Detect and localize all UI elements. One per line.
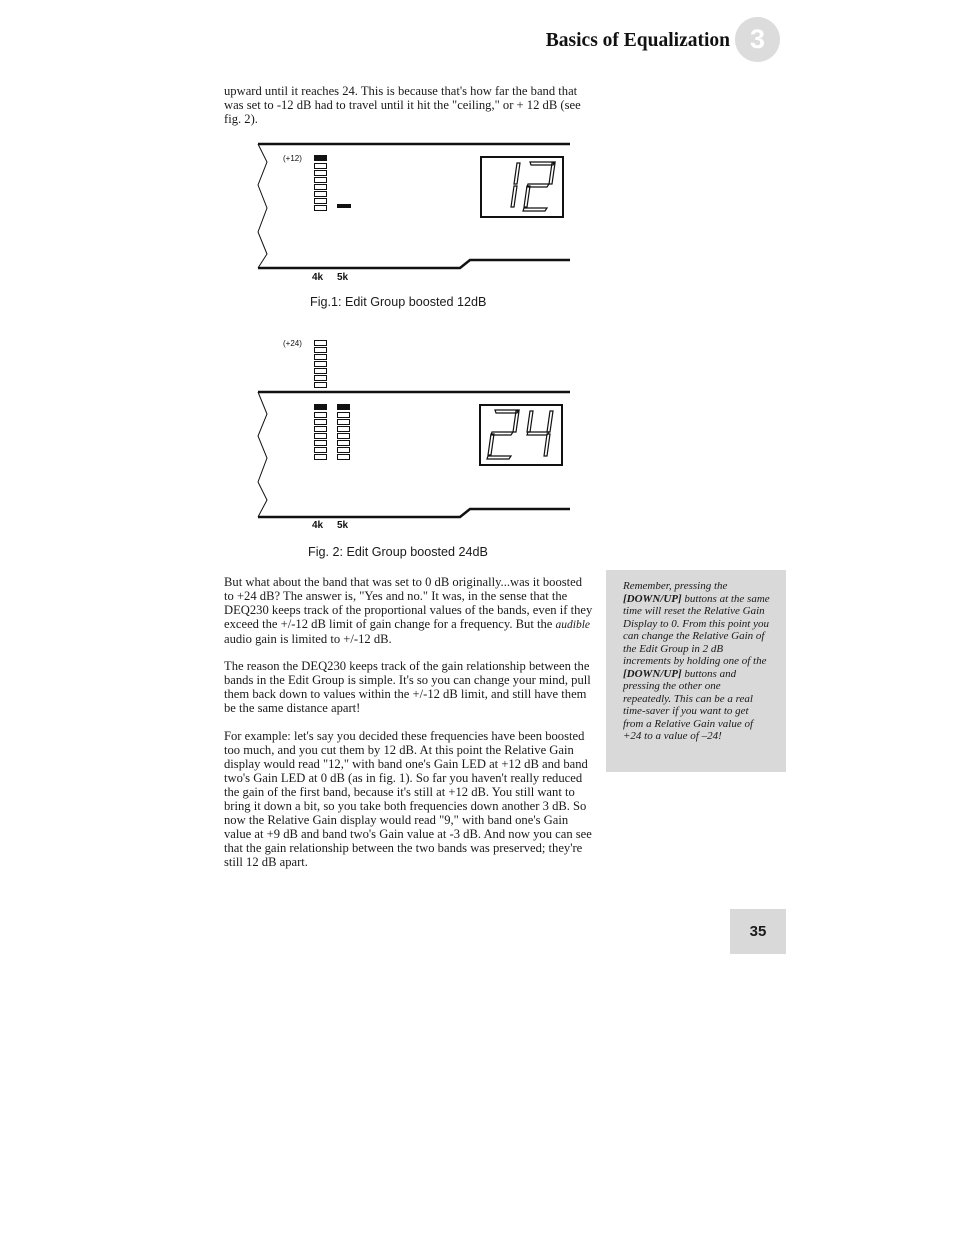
band-2-gain-leds [337,404,350,460]
seven-segment-digits [511,162,555,211]
band-label: 5k [337,520,349,531]
scale-label: (+12) [283,154,302,163]
figure-1-caption: Fig.1: Edit Group boosted 12dB [310,295,487,309]
panel-break-edge [258,392,267,517]
band-1-overflow-leds [315,341,327,388]
page-number: 35 [730,909,786,954]
figure-2-caption: Fig. 2: Edit Group boosted 24dB [308,545,488,559]
panel-bottom-edge [258,260,570,268]
sidebar-tip-text: Remember, pressing the [DOWN/UP] buttons at the same time will reset the Relative Gain Display to 0. From this point you can change the Relative Gain of the Edit Group in 2 dB increments by holding one of the [DOWN/UP] buttons and pressing the other one repeatedly. This can be a real time-saver if you want to get from a Relative Gain value of +24 to a value of –24! [623,580,770,742]
chapter-title: Basics of Equalization [545,30,730,51]
figure-1-lcd-illustration [255,140,575,320]
figure-2-lcd-illustration [255,332,575,532]
body-paragraph-3: For example: let's say you decided these frequencies have been boosted too much, and you cut them by 12 dB. At this point the Relative Gain display would read "12," with band one's Gain LED at +12 dB and band two's Gain LED at 0 dB (as in fig. 1). So far you haven't really reduced the gain of the first band, because it's still at +12 dB. You still want to bring it down a bit, so you take both frequencies down another 3 dB. So now the Relative Gain display would read "9," with band one's Gain value at +9 dB and band two's Gain value at -3 dB. And now you can see that the gain relationship between the two bands was preserved; they're still 12 dB apart. [224,729,592,869]
band-2-gain-led-zero [337,204,351,208]
chapter-number-badge: 3 [735,17,780,62]
band-label: 4k [312,520,324,531]
seven-segment-digits [487,410,553,459]
body-paragraph-2: The reason the DEQ230 keeps track of the gain relationship between the bands in the Edit Group is simple. It's so you can change your mind, pull them back down to values within the +/-12 dB limit, and still have them be the same distance apart! [224,659,591,715]
body-paragraph-1: But what about the band that was set to 0 dB originally...was it boosted to +24 dB? The answer is, "Yes and no." It was, in the sense that the DEQ230 keeps track of the proportional values of the bands, even if they exceed the +/-12 dB limit of gain change for a frequency. But the audible audio gain is limited to +/-12 dB. [224,575,593,646]
band-1-gain-leds [314,155,327,211]
emphasis-audible: audible [555,619,591,631]
panel-break-edge [258,144,267,268]
band-1-gain-leds [314,404,327,460]
intro-paragraph: upward until it reaches 24. This is because that's how far the band that was set to -12 dB had to travel until it hit the "ceiling," or + 12 dB (see fig. 2). [224,84,581,126]
band-label: 4k [312,272,324,283]
scale-label: (+24) [283,339,302,348]
panel-bottom-edge [258,509,570,517]
band-label: 5k [337,272,349,283]
relative-gain-display [481,157,563,217]
